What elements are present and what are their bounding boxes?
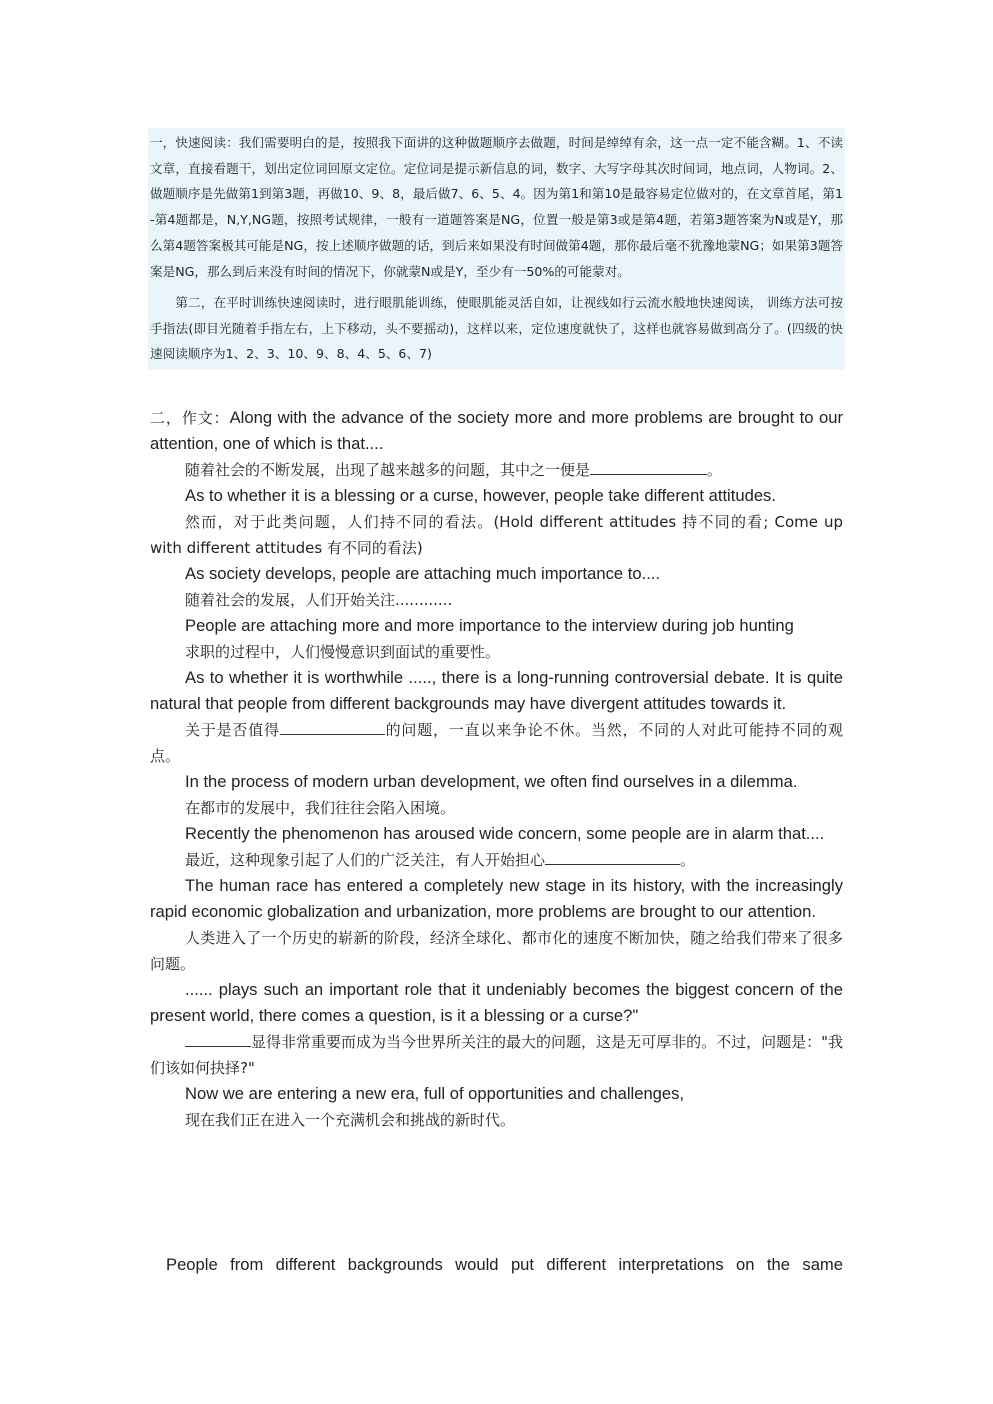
writing-line-12: 在都市的发展中，我们往往会陷入困境。: [185, 799, 456, 817]
writing-line-19: Now we are entering a new era, full of opportunities and challenges,: [185, 1084, 685, 1103]
fast-reading-heading: 一，快速阅读：: [150, 135, 239, 150]
writing-line-15: The human race has entered a completely new stage in its history, with the increasingly rapid economic globalization and urbanization, more problems are brought to our attention.: [150, 876, 843, 921]
fill-blank: [280, 718, 385, 735]
fill-blank: [545, 848, 680, 865]
writing-line-7: People are attaching more and more importance to the interview during job hunting: [185, 616, 794, 635]
writing-line-17: ...... plays such an important role that it undeniably becomes the biggest concern of the present world, there comes a question, is it a blessing or a curse?": [150, 980, 843, 1025]
writing-section: [150, 405, 843, 1133]
writing-line-8: 求职的过程中，人们慢慢意识到面试的重要性。: [185, 643, 501, 661]
writing-line-9: As to whether it is worthwhile ....., there is a long-running controversial debate. It is quite natural that people from different backgrounds may have divergent attitudes towards it.: [150, 668, 843, 713]
fill-blank: [590, 458, 707, 475]
writing-line-5: As society develops, people are attaching much importance to....: [185, 564, 661, 583]
fill-blank: [185, 1030, 251, 1047]
fast-reading-para-2: 第二，在平时训练快速阅读时，进行眼肌能训练，使眼肌能灵活自如，让视线如行云流水般地快速阅读， 训练方法可按手指法(即目光随着手指左右，上下移动，头不要摇动)，这样以来，定位速度就快了，这样也就容易做到高分了。(四级的快速阅读顺序为1、2、3、10、9、8、4、5、6、7): [150, 295, 843, 361]
fast-reading-body-1: 我们需要明白的是，按照我下面讲的这种做题顺序去做题，时间是绰绰有余，这一点一定不能含糊。1、不读文章，直接看题干，划出定位词回原文定位。定位词是提示新信息的词，数字、大写字母其次时间词，地点词，人物词。2、做题顺序是先做第1到第3题，再做10、9、8，最后做7、6、5、4。因为第1和第10是最容易定位做对的，在文章首尾，第1-第4题都是，N,Y,NG题，按照考试规律，一般有一道题答案是NG，位置一般是第3或是第4题，若第3题答案为N或是Y，那么第4题答案极其可能是NG，按上述顺序做题的话，到后来如果没有时间做第4题，那你最后毫不犹豫地蒙NG；如果第3题答案是NG，那么到后来没有时间的情况下，你就蒙N或是Y，至少有一50%的可能蒙对。: [150, 135, 843, 279]
writing-line-13: Recently the phenomenon has aroused wide concern, some people are in alarm that....: [185, 824, 825, 843]
writing-line-1: [150, 405, 843, 457]
writing-line-6: 随着社会的发展，人们开始关注............: [185, 591, 453, 609]
fast-reading-section: [148, 128, 845, 370]
writing-line-10: 关于是否值得 的问题，一直以来争论不休。当然，不同的人对此可能持不同的观点。: [150, 717, 843, 769]
writing-line-20: 现在我们正在进入一个充满机会和挑战的新时代。: [185, 1111, 516, 1129]
writing-line-1-text: Along with the advance of the society more and more problems are brought to our attention, one of which is that....: [150, 408, 843, 453]
writing-heading: 二，作文：: [150, 409, 230, 427]
writing-line-11: In the process of modern urban development, we often find ourselves in a dilemma.: [185, 772, 798, 791]
writing-line-18: 显得非常重要而成为当今世界所关注的最大的问题，这是无可厚非的。不过，问题是："我们该如何抉择?": [150, 1029, 843, 1081]
writing-line-4: 然而，对于此类问题，人们持不同的看法。(Hold different attitudes 持不同的看; Come up with different attitudes 有不同的看法): [150, 513, 843, 557]
writing-line-16: 人类进入了一个历史的崭新的阶段，经济全球化、都市化的速度不断加快，随之给我们带来了很多问题。: [150, 929, 843, 973]
fast-reading-para-1: [150, 130, 843, 284]
trailing-text: People from different backgrounds would put different interpretations on the same: [166, 1255, 843, 1274]
writing-line-2: 随着社会的不断发展，出现了越来越多的问题，其中之一便是 。: [150, 457, 843, 483]
writing-line-3: As to whether it is a blessing or a curse, however, people take different attitudes.: [185, 486, 776, 505]
writing-line-14: 最近，这种现象引起了人们的广泛关注，有人开始担心 。: [150, 847, 843, 873]
